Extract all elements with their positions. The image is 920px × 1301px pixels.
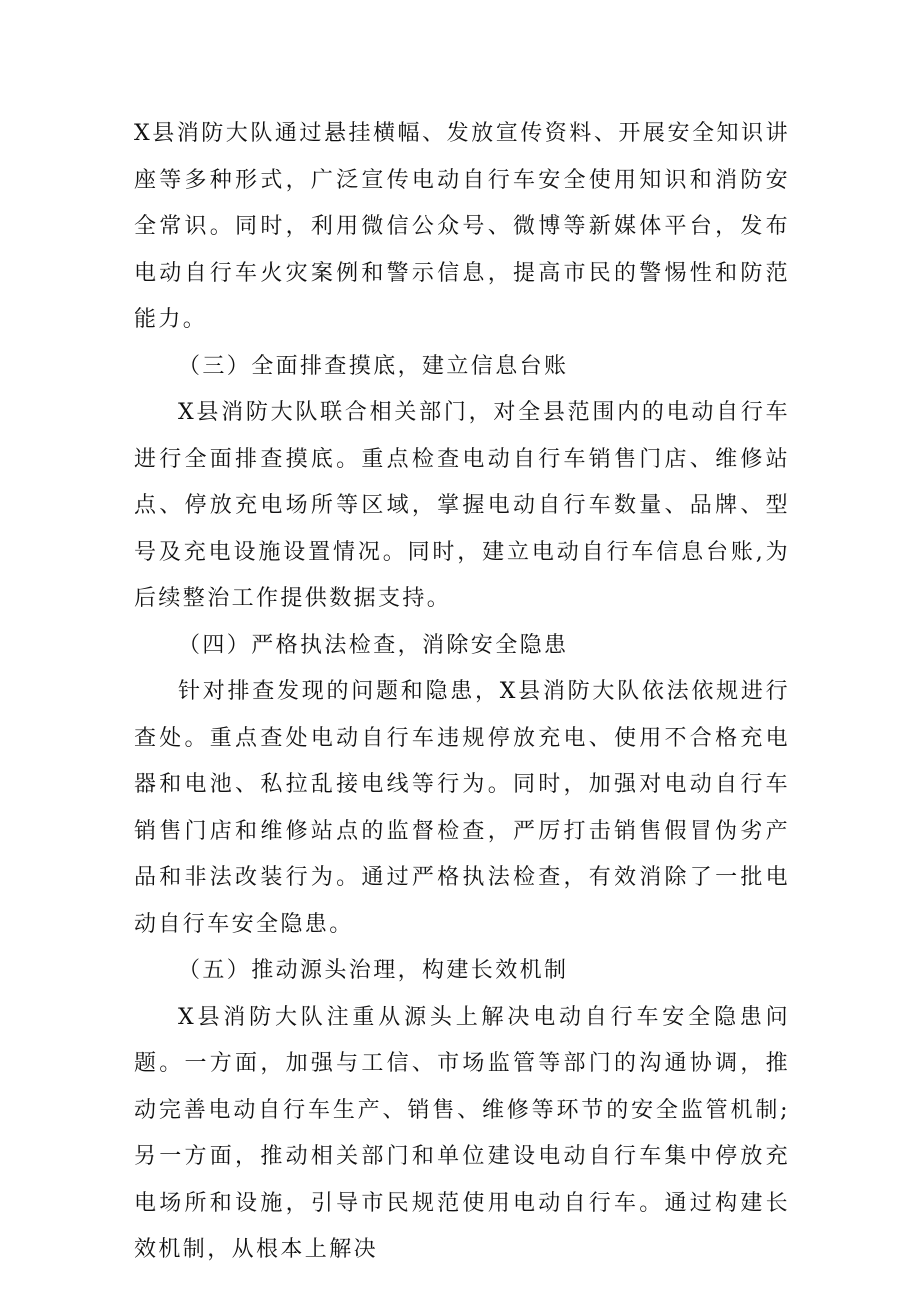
paragraph-publicity: X县消防大队通过悬挂横幅、发放宣传资料、开展安全知识讲座等多种形式，广泛宣传电动自行车安全使用知识和消防安全常识。同时，利用微信公众号、微博等新媒体平台，发布电动自行车火灾案例和警示信息，提高市民的警惕性和防范能力。: [134, 121, 790, 332]
paragraph-enforcement: 针对排查发现的问题和隐患，X县消防大队依法依规进行查处。重点查处电动自行车违规停放充电、使用不合格充电器和电池、私拉乱接电线等行为。同时，加强对电动自行车销售门店和维修站点的监督检查，严厉打击销售假冒伪劣产品和非法改装行为。通过严格执法检查，有效消除了一批电动自行车安全隐患。: [134, 679, 790, 937]
section-heading-3: （三）全面排查摸底，建立信息台账: [178, 353, 569, 379]
section-heading-4: （四）严格执法检查，消除安全隐患: [178, 632, 569, 658]
document-body: [134, 111, 790, 1274]
paragraph-source-governance: X县消防大队注重从源头上解决电动自行车安全隐患问题。一方面，加强与工信、市场监管等部门的沟通协调，推动完善电动自行车生产、销售、维修等环节的安全监管机制;另一方面，推动相关部门和单位建设电动自行车集中停放充电场所和设施，引导市民规范使用电动自行车。通过构建长效机制，从根本上解决: [134, 1004, 790, 1262]
paragraph-investigation: X县消防大队联合相关部门，对全县范围内的电动自行车进行全面排查摸底。重点检查电动自行车销售门店、维修站点、停放充电场所等区域，掌握电动自行车数量、品牌、型号及充电设施设置情况。同时，建立电动自行车信息台账,为后续整治工作提供数据支持。: [134, 400, 790, 611]
section-heading-5: （五）推动源头治理，构建长效机制: [178, 958, 569, 983]
